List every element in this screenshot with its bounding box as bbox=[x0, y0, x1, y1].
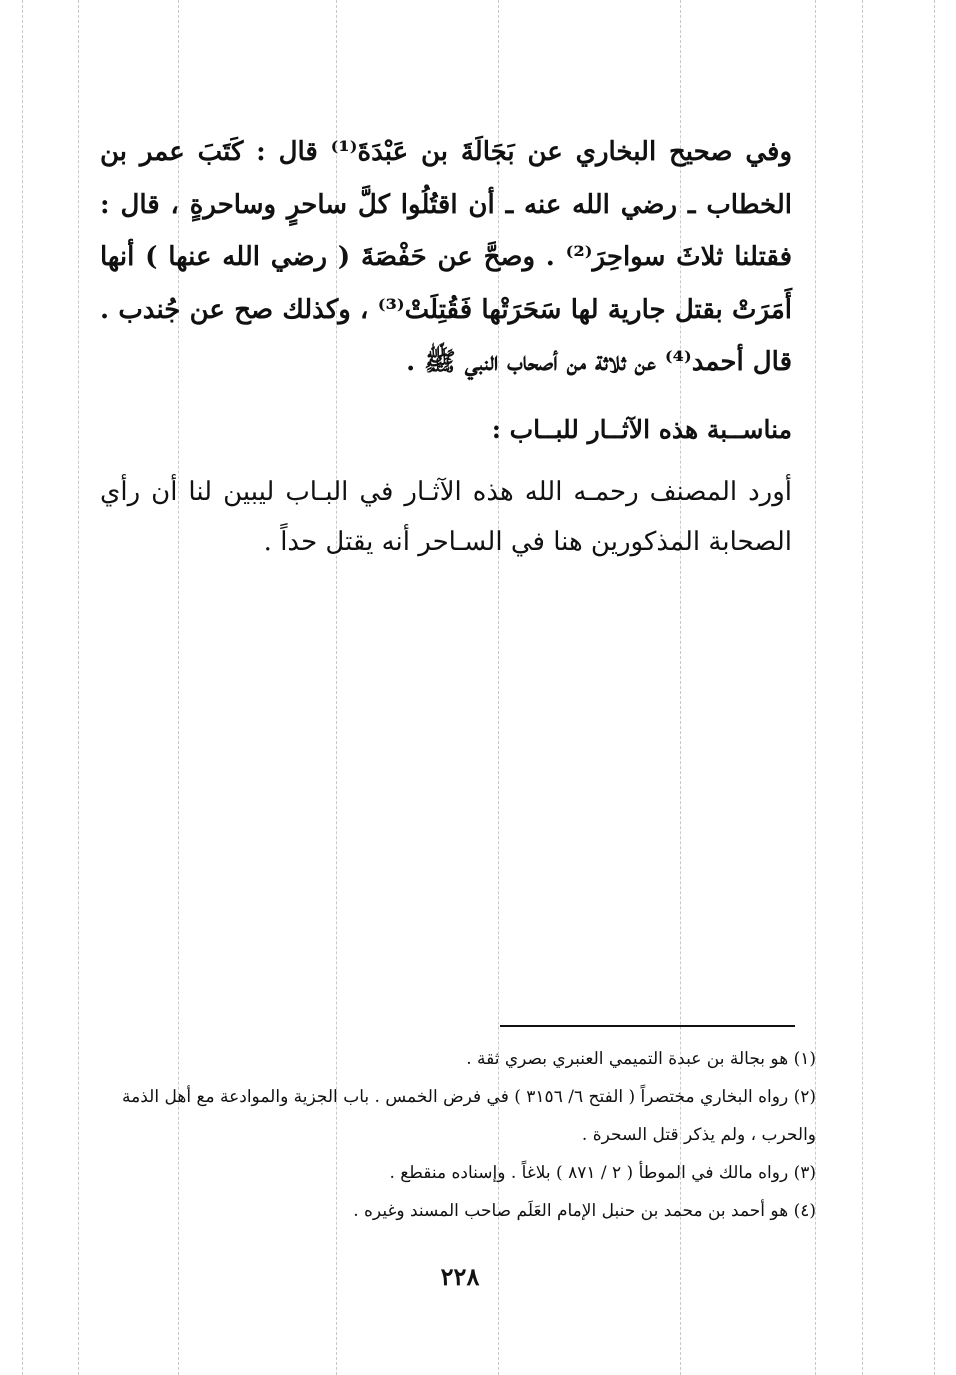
footnote-2: (٢) رواه البخاري مختصراً ( الفتح ٦/ ٣١٥٦ ) في فرض الخمس . باب الجزية والموادعة مع أهل الذمة والحرب ، ولم يذكر قتل السحرة . bbox=[122, 1087, 816, 1145]
footnote-1: (١) هو بجالة بن عبدة التميمي العنبري بصري ثقة . bbox=[466, 1049, 816, 1069]
body-paragraph-1 bbox=[100, 126, 792, 389]
body-paragraph-2: أورد المصنف رحمـه الله هذه الآثـار في البـاب ليبين لنا أن رأي الصحابة المذكورين هنا في السـاحر أنه يقتل حداً . bbox=[100, 477, 792, 557]
scan-guide-line bbox=[934, 0, 935, 1375]
footnote-divider bbox=[500, 1025, 795, 1027]
paragraph-1-text: وفي صحيح البخاري عن بَجَالَةَ بن عَبْدَةَ⁽¹⁾ قال : كَتَبَ عمر بن الخطاب ـ رضي الله عنه ـ أن اقتُلُوا كلَّ ساحرٍ وساحرةٍ ، قال : فقتلنا ثلاثَ سواحِرَ⁽²⁾ . وصحَّ عن حَفْصَةَ ( رضي الله عنها ) أنها أَمَرَتْ بقتل جارية لها سَحَرَتْها فَقُتِلَتْ⁽³⁾ ، وكذلك صح عن جُندب . قال أحمد⁽⁴⁾ عن ثلاثة من أصحاب النبي ﷺ . bbox=[100, 137, 792, 377]
footnotes bbox=[100, 1040, 816, 1230]
section-heading: مناســبة هذه الآثــار للبــاب : bbox=[491, 415, 792, 444]
footnote-3: (٣) رواه مالك في الموطأ ( ٢ / ٨٧١ ) بلاغاً . وإسناده منقطع . bbox=[389, 1163, 816, 1183]
footnote-4: (٤) هو أحمد بن محمد بن حنبل الإمام العَلَم صاحب المسند وغيره . bbox=[353, 1201, 816, 1221]
scan-guide-line bbox=[78, 0, 79, 1375]
page-number: ٢٢٨ bbox=[440, 1262, 480, 1291]
scan-guide-line bbox=[862, 0, 863, 1375]
scan-guide-line bbox=[22, 0, 23, 1375]
